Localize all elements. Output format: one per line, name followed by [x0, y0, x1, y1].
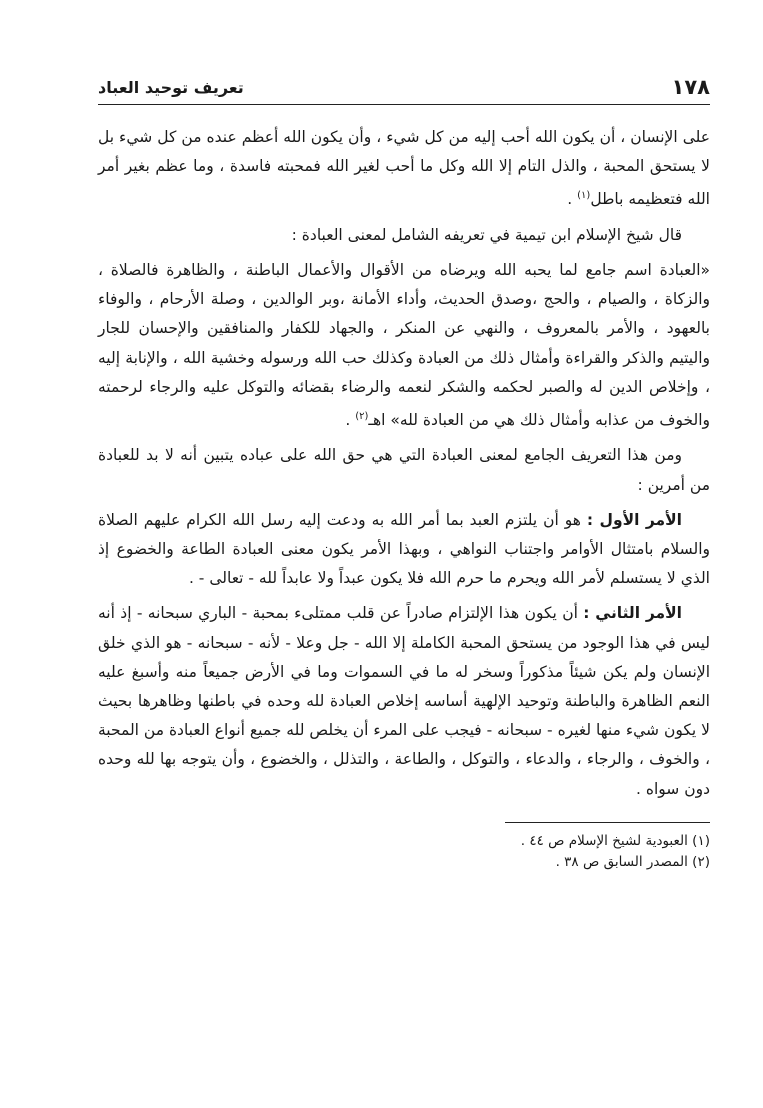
footnotes	[98, 831, 710, 873]
paragraph-3-quote	[98, 256, 710, 435]
page-body	[98, 123, 710, 804]
running-title: تعريف توحيد العباد	[98, 77, 244, 97]
paragraph-2	[98, 221, 710, 250]
paragraph-1-end: .	[567, 190, 578, 209]
first-matter-heading: الأمر الأول :	[586, 510, 682, 529]
book-page	[98, 70, 710, 873]
paragraph-3-end: .	[345, 411, 356, 430]
footnote-ref-2: (٢)	[355, 410, 369, 422]
paragraph-5	[98, 506, 710, 594]
paragraph-6-text: أن يكون هذا الإلتزام صادراً عن قلب ممتلىء بمحبة - الباري سبحانه - إذ أنه ليس في هذا الوجود من يستحق المحبة الكاملة إلا الله - جل وعلا - لأنه - سبحانه - هو الذي خلق الإنسان ولم يكن شيئاً مذكوراً وسخر له ما في السموات وما في الأرض جميعاً منه وأسبغ عليه النعم الظاهرة والباطنة وتوحيد الإلهية أساسه إخلاص العبادة لله وحده في باطنها وظاهرها بحيث لا يكون شيء منها لغيره - سبحانه - فيجب على المرء أن يخلص لله جميع أنواع العبادة من المحبة ، والخوف ، والرجاء ، والدعاء ، والتوكل ، والطاعة ، والتذلل ، والخضوع ، وأن يتوجه بها لله وحده دون سواه .	[98, 604, 710, 798]
paragraph-1-text: على الإنسان ، أن يكون الله أحب إليه من كل شيء ، وأن يكون الله أعظم عنده من كل شيء بل لا يستحق المحبة ، والذل التام إلا الله وكل ما أحب لغير الله فمحبته فاسدة ، وما عظم بغير أمر الله فتعظيمه باطل	[98, 128, 710, 209]
paragraph-4	[98, 441, 710, 499]
footnote-divider	[505, 822, 710, 823]
page-number: ١٧٨	[671, 75, 710, 99]
paragraph-1	[98, 123, 710, 215]
footnote-2: (٢) المصدر السابق ص ٣٨ .	[555, 853, 710, 870]
paragraph-3-text: «العبادة اسم جامع لما يحبه الله ويرضاه من الأقوال والأعمال الباطنة ، والظاهرة فالصلاة ، والزكاة ، والصيام ، والحج ،وصدق الحديث، وأداء الأمانة ،وبر الوالدين ، وصلة الأرحام ، والوفاء بالعهود ، والأمر بالمعروف ، والنهي عن المنكر ، والجهاد للكفار والمنافقين والإحسان للجار واليتيم والذكر والقراءة وأمثال ذلك من العبادة وكذلك حب الله ورسوله وخشية الله ، والإنابة إليه ، وإخلاص الدين له والصبر لحكمه والشكر لنعمه والرضاء بقضائه والتوكل عليه والرجاء لرحمته والخوف من عذابه وأمثال ذلك هي من العبادة لله» اهـ	[98, 260, 710, 430]
paragraph-5-text: هو أن يلتزم العبد بما أمر الله به ودعت إليه رسل الله الكرام عليهم الصلاة والسلام بامتثال الأوامر واجتناب النواهي ، وبهذا الأمر يكون معنى العبادة الطاعة والخضوع إذ الذي لا يستسلم لأمر الله ويحرم ما حرم الله فلا يكون عبداً ولا عابداً لله - تعالى - .	[98, 510, 710, 588]
paragraph-2-text: قال شيخ الإسلام ابن تيمية في تعريفه الشامل لمعنى العبادة :	[291, 225, 682, 244]
footnote-ref-1: (١)	[577, 190, 591, 202]
second-matter-heading: الأمر الثاني :	[583, 604, 682, 623]
footnote-1: (١) العبودية لشيخ الإسلام ص ٤٤ .	[520, 832, 710, 849]
page-header	[98, 70, 710, 105]
paragraph-4-text: ومن هذا التعريف الجامع لمعنى العبادة التي هي حق الله على عباده يتبين أنه لا بد للعبادة من أمرين :	[98, 446, 710, 494]
paragraph-6	[98, 599, 710, 803]
